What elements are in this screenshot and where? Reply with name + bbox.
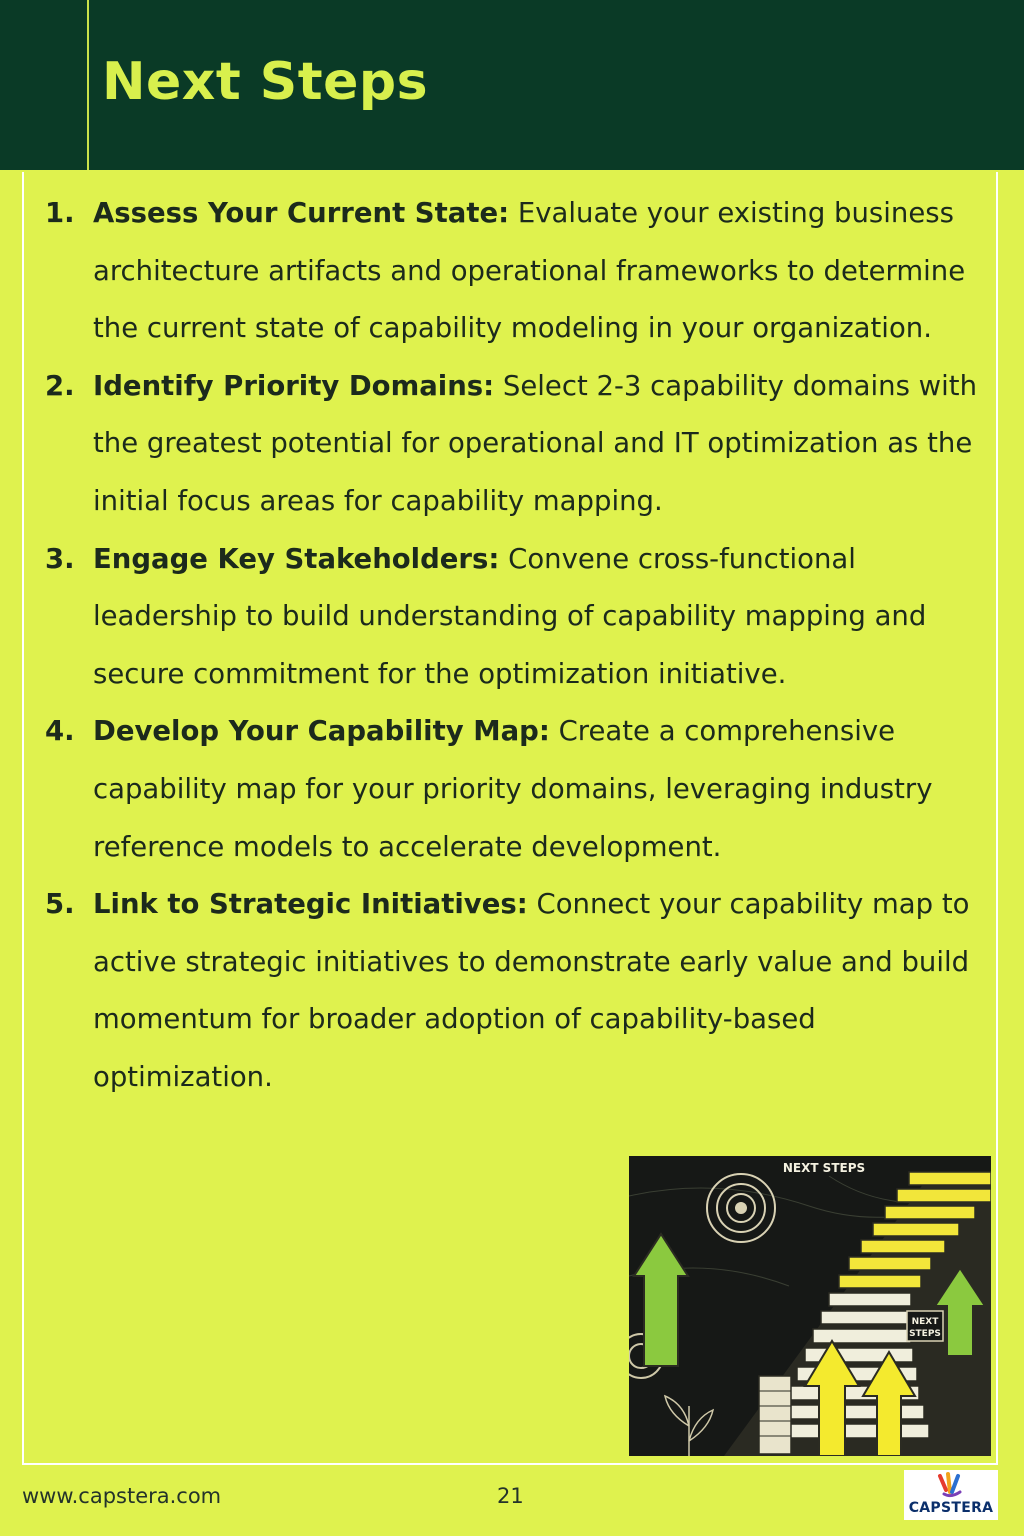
list-item	[40, 876, 980, 1106]
target-icon	[707, 1174, 775, 1242]
step-heading: Engage Key Stakeholders:	[93, 542, 500, 575]
capstera-logo	[904, 1470, 998, 1520]
step-description: Select 2-3 capability domains with the greatest potential for operational and IT optimization as the initial focus areas for capability mapping.	[93, 369, 977, 517]
sign-text-line1: NEXT	[911, 1317, 939, 1327]
step-description: Create a comprehensive capability map for your priority domains, leveraging industry reference models to accelerate development.	[93, 715, 933, 863]
page-title: Next Steps	[102, 52, 429, 112]
page-number: 21	[497, 1484, 524, 1508]
building-icon	[759, 1376, 791, 1454]
step-number: 2.	[45, 369, 75, 402]
sign-text-line2: STEPS	[909, 1329, 941, 1339]
footer-website-link[interactable]: www.capstera.com	[22, 1484, 222, 1508]
list-item	[40, 358, 980, 531]
next-steps-sign	[907, 1311, 943, 1341]
list-item	[40, 703, 980, 876]
logo-mark-icon	[904, 1470, 998, 1500]
step-heading: Identify Priority Domains:	[93, 369, 495, 402]
step-number: 1.	[45, 197, 75, 229]
step-description: Connect your capability map to active strategic initiatives to demonstrate early value and build momentum for broader adoption of capability-based optimization.	[93, 888, 970, 1093]
list-item	[40, 531, 980, 704]
step-description: Convene cross-functional leadership to build understanding of capability mapping and secure commitment for the optimization initiative.	[93, 542, 927, 690]
step-number: 4.	[45, 715, 75, 748]
header-divider	[87, 0, 89, 170]
step-heading: Assess Your Current State:	[93, 197, 510, 229]
next-steps-illustration	[629, 1156, 991, 1456]
step-description: Evaluate your existing business architecture artifacts and operational frameworks to determine the current state of capability modeling in your organization.	[93, 197, 966, 345]
step-number: 3.	[45, 542, 75, 575]
banner-text: NEXT STEPS	[782, 1161, 866, 1175]
list-item	[40, 185, 980, 358]
step-heading: Link to Strategic Initiatives:	[93, 888, 528, 921]
page-header	[0, 0, 1024, 170]
next-steps-list	[40, 185, 980, 1107]
step-number: 5.	[45, 888, 75, 921]
logo-wordmark: CAPSTERA	[908, 1500, 994, 1516]
step-heading: Develop Your Capability Map:	[93, 715, 550, 748]
